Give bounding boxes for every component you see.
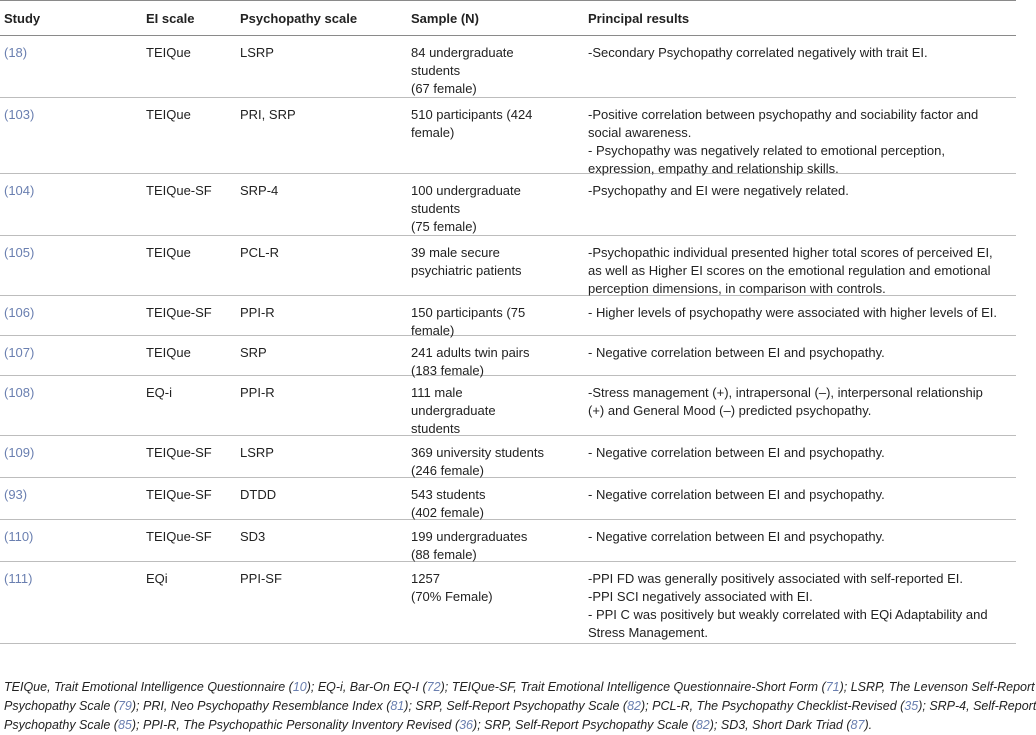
table-header [0, 0, 1016, 36]
results-cell [588, 106, 1013, 178]
sample-cell [411, 344, 571, 380]
study-ref[interactable]: (107) [4, 345, 35, 360]
table-row [0, 336, 1016, 376]
sample-cell [411, 182, 571, 236]
results-cell [588, 528, 1013, 546]
ei-scale-cell: TEIQue [146, 345, 191, 360]
sample-cell-line: (246 female) [411, 463, 484, 478]
ei-scale-cell: TEIQue-SF [146, 305, 212, 320]
sample-cell-line: (70% Female) [411, 589, 493, 604]
psychopathy-scale-cell: SRP [240, 345, 267, 360]
sample-cell [411, 486, 571, 522]
sample-cell-line: female) [411, 323, 455, 338]
footnote-line: TEIQue, Trait Emotional Intelligence Questionnaire (10); EQ-i, Bar-On EQ-I (72); TEIQue-SF, Trait Emotional Intelligence Questionnaire-Short Form (71); LSRP, The Levenson Self-Report [4, 680, 1035, 694]
sample-cell-line: 111 male [411, 385, 463, 400]
study-ref[interactable]: (105) [4, 245, 35, 260]
header-sample: Sample (N) [411, 11, 479, 26]
sample-cell [411, 528, 571, 564]
footnote-ref-link[interactable]: 35 [904, 699, 919, 713]
footnote-ref-link[interactable]: 82 [627, 699, 641, 713]
sample-cell-line: psychiatric patients [411, 263, 522, 278]
table-row [0, 98, 1016, 174]
sample-cell-line: female) [411, 125, 455, 140]
footnote-line: Psychopathy Scale (85); PPI-R, The Psychopathic Personality Inventory Revised (36); SRP, Self-Report Psychopathy Scale (82); SD3, Short Dark Triad (87). [4, 718, 873, 732]
table-row [0, 436, 1016, 478]
ei-scale-cell: TEIQue [146, 245, 191, 260]
results-cell [588, 344, 1013, 362]
sample-cell-line: students [411, 421, 461, 436]
psychopathy-scale-cell: LSRP [240, 445, 274, 460]
results-cell-line: - Higher levels of psychopathy were associated with higher levels of EI. [588, 305, 997, 320]
header-ei-scale: EI scale [146, 11, 195, 26]
sample-cell-line: (67 female) [411, 81, 477, 96]
results-cell-line: Stress Management. [588, 625, 708, 640]
study-ref[interactable]: (104) [4, 183, 35, 198]
results-cell [588, 486, 1013, 504]
results-cell-line: -Positive correlation between psychopathy and sociability factor and [588, 107, 979, 122]
study-ref[interactable]: (93) [4, 487, 28, 502]
results-cell [588, 570, 1013, 642]
study-ref[interactable]: (109) [4, 445, 35, 460]
psychopathy-scale-cell: DTDD [240, 487, 277, 502]
results-cell-line: social awareness. [588, 125, 692, 140]
sample-cell-line: (183 female) [411, 363, 484, 378]
study-ref[interactable]: (108) [4, 385, 35, 400]
study-ref[interactable]: (111) [4, 571, 33, 586]
results-cell-line: perception dimensions, in comparison with controls. [588, 281, 886, 296]
results-cell-line: -Psychopathy and EI were negatively related. [588, 183, 849, 198]
results-cell-line: expression, empathy and relationship skills. [588, 161, 839, 176]
results-cell-line: - Negative correlation between EI and psychopathy. [588, 345, 885, 360]
sample-cell-line: 39 male secure [411, 245, 500, 260]
footnote-ref-link[interactable]: 87 [850, 718, 865, 732]
results-cell-line: -Stress management (+), intrapersonal (–), interpersonal relationship [588, 385, 983, 400]
sample-cell [411, 570, 571, 606]
sample-cell [411, 304, 571, 340]
footnote-ref-link[interactable]: 82 [695, 718, 710, 732]
ei-scale-cell: TEIQue-SF [146, 183, 212, 198]
sample-cell [411, 384, 571, 438]
psychopathy-scale-cell: SD3 [240, 529, 266, 544]
footnote-ref-link[interactable]: 36 [459, 718, 474, 732]
psychopathy-scale-cell: PCL-R [240, 245, 280, 260]
sample-cell-line: 369 university students [411, 445, 544, 460]
table-row [0, 174, 1016, 236]
footnote-ref-link[interactable]: 79 [117, 699, 132, 713]
study-ref[interactable]: (103) [4, 107, 35, 122]
sample-cell [411, 44, 571, 98]
results-cell [588, 44, 1013, 62]
results-cell-line: (+) and General Mood (–) predicted psychopathy. [588, 403, 872, 418]
results-cell [588, 444, 1013, 462]
study-ref[interactable]: (110) [4, 529, 34, 544]
sample-cell-line: (402 female) [411, 505, 484, 520]
table-footnote [4, 678, 1036, 735]
sample-cell-line: students [411, 201, 461, 216]
psychopathy-scale-cell: PPI-R [240, 305, 275, 320]
sample-cell-line: 84 undergraduate [411, 45, 514, 60]
table-row [0, 520, 1016, 562]
sample-cell-line: 1257 [411, 571, 440, 586]
study-ref[interactable]: (106) [4, 305, 35, 320]
ei-scale-cell: TEIQue [146, 45, 191, 60]
ei-scale-cell: EQi [146, 571, 168, 586]
table-row [0, 562, 1016, 644]
sample-cell [411, 244, 571, 280]
sample-cell-line: (75 female) [411, 219, 477, 234]
results-cell [588, 384, 1013, 420]
header-study: Study [4, 11, 41, 26]
results-cell-line: - Negative correlation between EI and psychopathy. [588, 445, 885, 460]
ei-scale-cell: TEIQue [146, 107, 191, 122]
footnote-ref-link[interactable]: 72 [426, 680, 441, 694]
ei-scale-cell: EQ-i [146, 385, 172, 400]
ei-scale-cell: TEIQue-SF [146, 529, 212, 544]
table-row [0, 296, 1016, 336]
footnote-ref-link[interactable]: 81 [390, 699, 405, 713]
table-body [0, 36, 1016, 644]
sample-cell-line: 199 undergraduates [411, 529, 528, 544]
sample-cell [411, 444, 571, 480]
sample-cell-line: 510 participants (424 [411, 107, 533, 122]
psychopathy-scale-cell: SRP-4 [240, 183, 279, 198]
results-cell-line: -PPI SCI negatively associated with EI. [588, 589, 813, 604]
ei-scale-cell: TEIQue-SF [146, 487, 212, 502]
sample-cell-line: 241 adults twin pairs [411, 345, 530, 360]
footnote-ref-link[interactable]: 85 [117, 718, 132, 732]
results-cell-line: as well as Higher EI scores on the emotional regulation and emotional [588, 263, 991, 278]
results-cell [588, 244, 1013, 298]
ei-scale-cell: TEIQue-SF [146, 445, 212, 460]
study-ref[interactable]: (18) [4, 45, 28, 60]
psychopathy-scale-cell: PRI, SRP [240, 107, 296, 122]
results-cell [588, 182, 1013, 200]
footnote-line: Psychopathy Scale (79); PRI, Neo Psychopathy Resemblance Index (81); SRP, Self-Report Psychopathy Scale (82); PCL-R, The Psychopathy Checklist-Revised (35); SRP-4, Self-Report [4, 699, 1036, 713]
results-cell-line: - Negative correlation between EI and psychopathy. [588, 487, 885, 502]
results-cell-line: - Negative correlation between EI and psychopathy. [588, 529, 885, 544]
sample-cell-line: 100 undergraduate [411, 183, 521, 198]
sample-cell-line: 543 students [411, 487, 486, 502]
table-row [0, 236, 1016, 296]
results-cell-line: -PPI FD was generally positively associated with self-reported EI. [588, 571, 963, 586]
header-principal-results: Principal results [588, 11, 690, 26]
results-cell-line: -Secondary Psychopathy correlated negatively with trait EI. [588, 45, 928, 60]
psychopathy-scale-cell: PPI-R [240, 385, 275, 400]
header-psychopathy-scale: Psychopathy scale [240, 11, 358, 26]
results-cell [588, 304, 1013, 322]
sample-cell-line: (88 female) [411, 547, 477, 562]
psychopathy-scale-cell: LSRP [240, 45, 274, 60]
table-row [0, 36, 1016, 98]
results-cell-line: - Psychopathy was negatively related to emotional perception, [588, 143, 945, 158]
sample-cell-line: undergraduate [411, 403, 496, 418]
table-row [0, 376, 1016, 436]
sample-cell [411, 106, 571, 142]
results-cell-line: - PPI C was positively but weakly correlated with EQi Adaptability and [588, 607, 988, 622]
results-cell-line: -Psychopathic individual presented higher total scores of perceived EI, [588, 245, 993, 260]
table-row [0, 478, 1016, 520]
psychopathy-scale-cell: PPI-SF [240, 571, 282, 586]
sample-cell-line: 150 participants (75 [411, 305, 526, 320]
sample-cell-line: students [411, 63, 461, 78]
footnote-ref-link[interactable]: 71 [825, 680, 840, 694]
footnote-ref-link[interactable]: 10 [292, 680, 307, 694]
